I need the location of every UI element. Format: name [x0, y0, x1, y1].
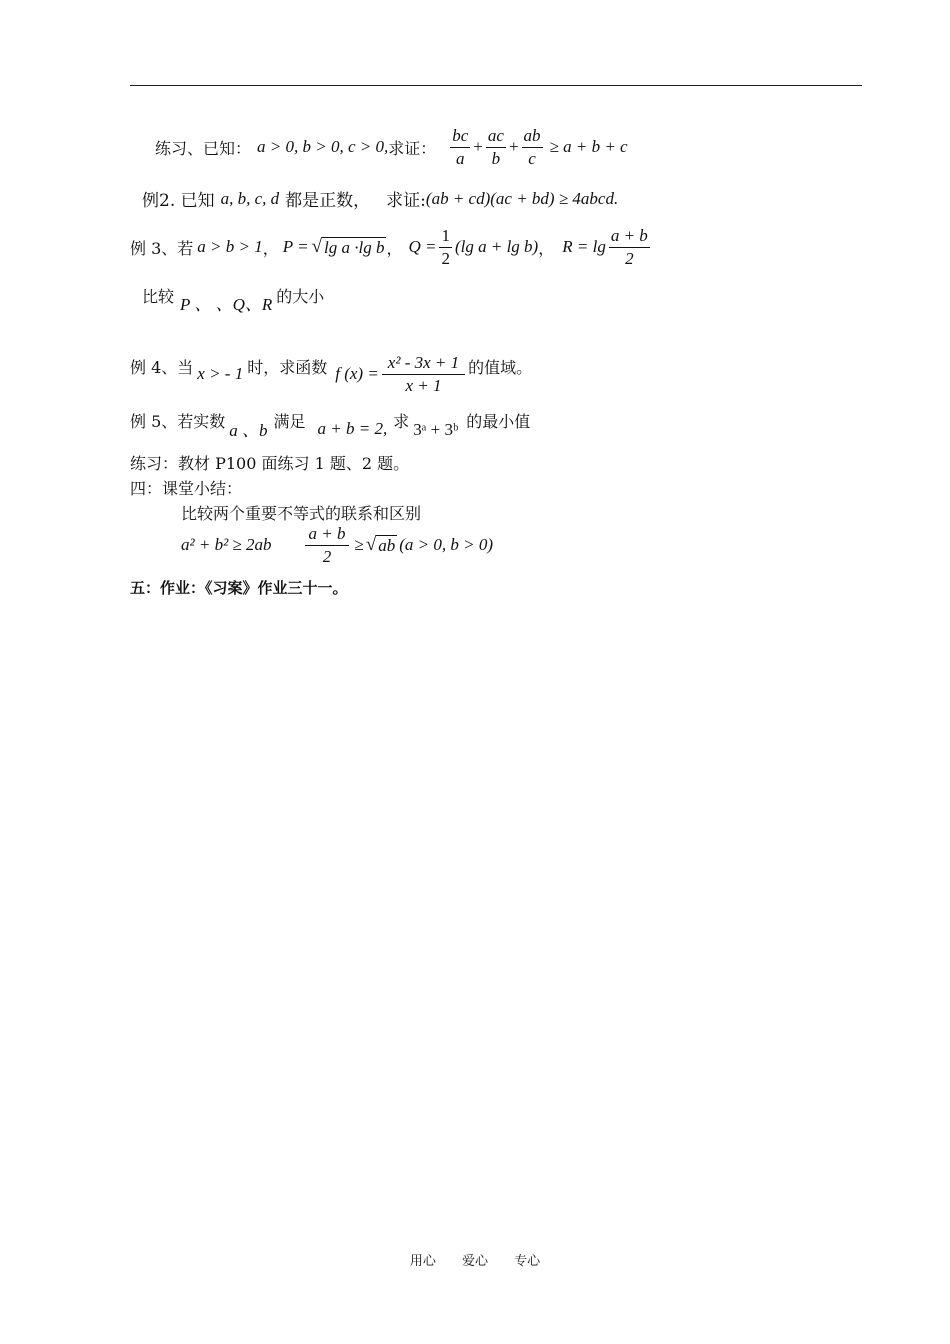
p-label: P =	[282, 237, 309, 257]
fraction-ac-b: $\frac{ac}{b}$	[487, 126, 504, 168]
function-label: f (x) =	[335, 364, 379, 384]
summary-heading: 四：课堂小结：	[130, 479, 243, 498]
exercise-condition: a > 0, b > 0, c > 0,	[257, 137, 389, 157]
sqrt-ab	[366, 535, 397, 556]
sqrt-sign: √	[311, 235, 322, 257]
separator: ，	[538, 238, 555, 258]
example-5-tail: 的最小值	[466, 412, 531, 431]
inequality-2-cond: (a > 0, b > 0)	[399, 535, 494, 555]
example-5-cond: a + b = 2,	[317, 418, 388, 438]
p-sqrt	[312, 237, 387, 258]
compare-tail: 的大小	[276, 287, 325, 306]
header-rule	[130, 85, 862, 86]
example-4-cond: x > - 1	[197, 364, 244, 384]
q-label: Q =	[408, 237, 437, 257]
example-5-label: 例 5、若实数	[130, 412, 226, 431]
fraction-a-plus-b-over-2: $\frac{a + b}{2}$	[610, 226, 648, 268]
exercise-line	[155, 126, 628, 168]
example-5-mid: 满足	[273, 412, 306, 431]
fraction-bc-a: $\frac{bc}{a}$	[452, 126, 469, 168]
example-2-mid: 都是正数，	[285, 191, 371, 211]
inequality-2-fraction: $\frac{a + b}{2}$	[305, 524, 350, 566]
fraction-half: $\frac{1}{2}$	[441, 226, 450, 268]
compare-expr: P 、 、Q、R	[180, 295, 273, 314]
plus-sign: +	[508, 137, 519, 157]
example-4-label: 例 4、当	[130, 357, 194, 377]
example-2-vars: a, b, c, d	[220, 188, 280, 208]
fraction-ab-c: $\frac{ab}{c}$	[523, 126, 541, 168]
example-5-expr: 3ᵃ + 3ᵇ	[413, 419, 459, 439]
inequality-1: a² + b² ≥ 2ab	[181, 535, 272, 555]
ab-radicand: ab	[378, 535, 396, 555]
q-expr: (lg a + lg b)	[454, 237, 539, 257]
example-2-expr: (ab + cd)(ac + bd) ≥ 4abcd.	[425, 188, 619, 208]
separator: ，	[386, 238, 403, 258]
compare-label: 比较	[142, 287, 175, 306]
example-3-cond: a > b > 1	[197, 237, 263, 257]
example-5-q: 求	[393, 412, 410, 431]
exercise-rhs: ≥ a + b + c	[549, 137, 628, 157]
exercise-label: 练习、已知：	[155, 138, 252, 158]
page-footer: 用心 爱心 专心	[409, 1254, 541, 1269]
homework-line: 五：作业：《习案》作业三十一。	[130, 579, 348, 597]
example-5-vars: a 、b	[229, 421, 268, 440]
inequalities-line	[181, 524, 493, 566]
example-3-label: 例 3、若	[130, 238, 194, 258]
example-5-line	[130, 400, 530, 441]
p-radicand: lg a ·lg b	[324, 237, 385, 257]
example-4-line	[130, 337, 532, 395]
exercise-prove-label: 求证：	[388, 138, 437, 158]
plus-sign: +	[473, 137, 483, 157]
summary-text: 比较两个重要不等式的联系和区别	[181, 504, 422, 523]
ge-sign: ≥	[354, 535, 364, 555]
r-label: R = lg	[562, 237, 606, 257]
example-2-line	[142, 186, 618, 211]
example-2-prove: 求证:	[386, 191, 426, 211]
practice-line: 练习：教材 P100 面练习 1 题、2 题。	[130, 454, 410, 473]
separator: ，	[262, 238, 279, 258]
example-4-mid: 时，求函数	[247, 357, 328, 377]
example-4-tail: 的值域。	[468, 357, 533, 377]
sqrt-sign: √	[365, 533, 377, 555]
example-2-label: 例2. 已知	[142, 191, 215, 211]
example-3-line	[130, 226, 653, 268]
function-fraction: $\frac{\text{x² - 3x + 1}}{x + 1}$	[382, 353, 465, 395]
compare-line	[142, 276, 324, 315]
